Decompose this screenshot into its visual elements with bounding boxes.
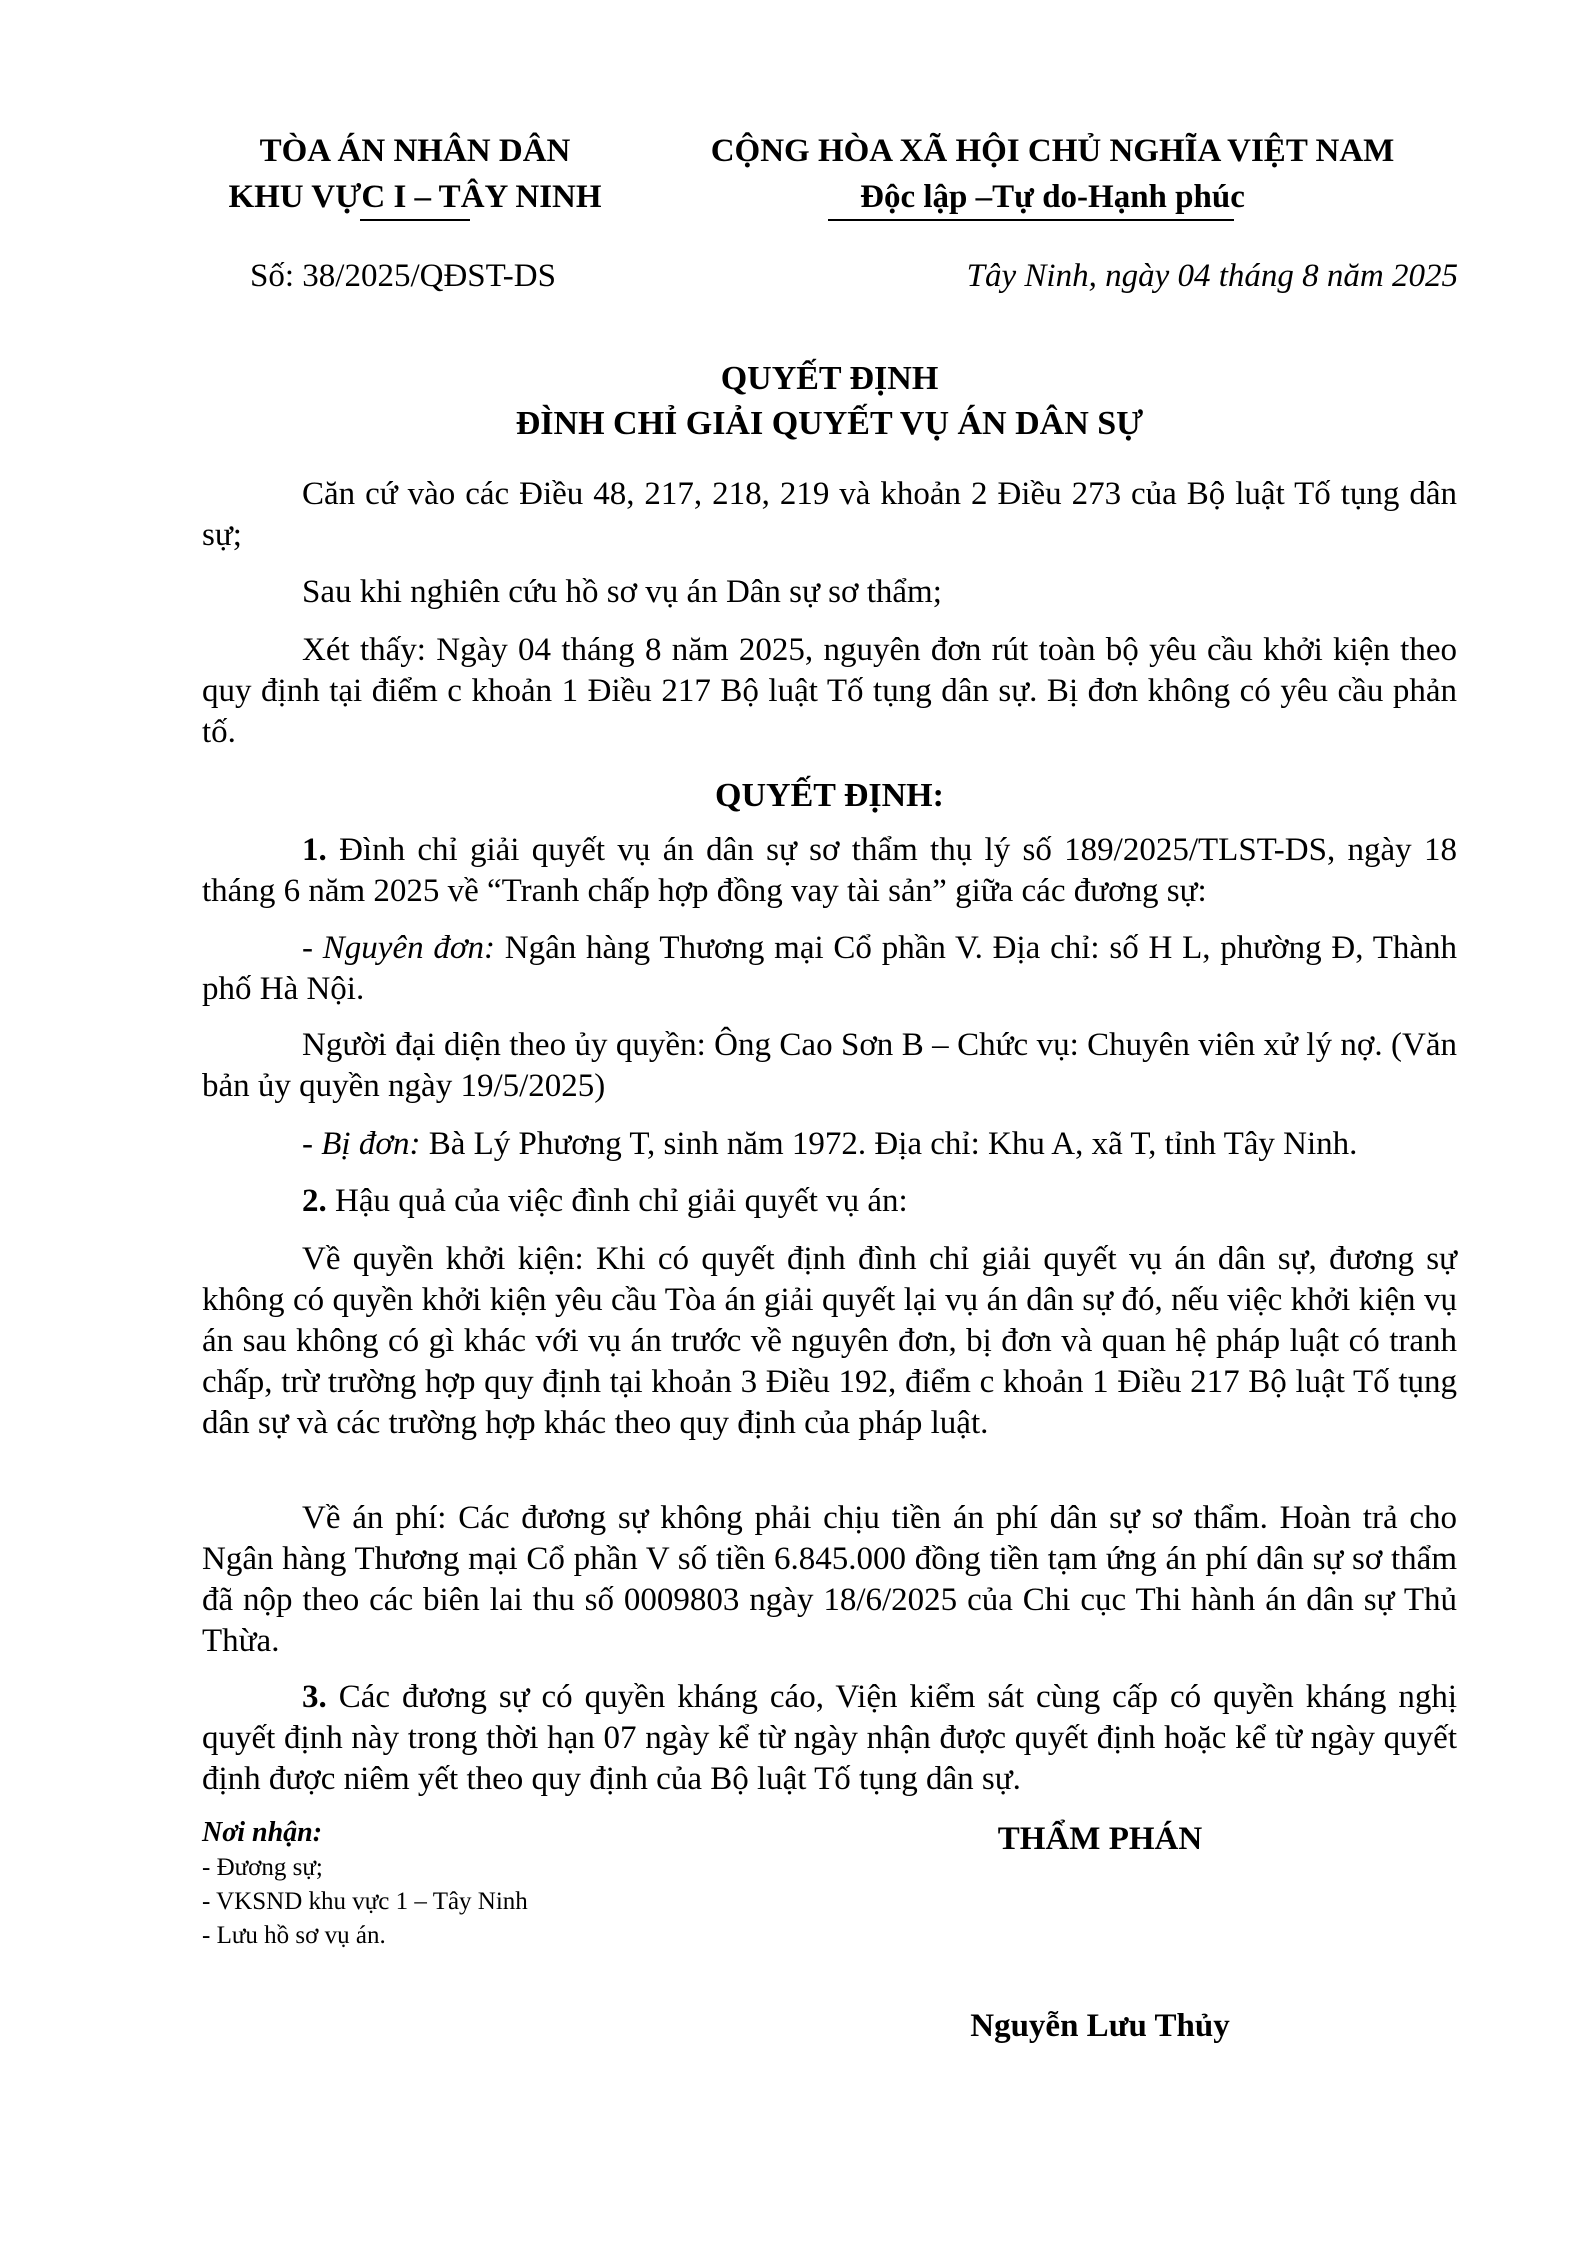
review-text: Sau khi nghiên cứu hồ sơ vụ án Dân sự sơ thẩm;: [302, 574, 942, 610]
recipient-item: - Đương sự;: [202, 1854, 323, 1881]
recipients-label: Nơi nhận:: [202, 1817, 323, 1848]
title-line-2: ĐÌNH CHỈ GIẢI QUYẾT VỤ ÁN DÂN SỰ: [515, 405, 1144, 442]
signer-title: THẨM PHÁN: [997, 1821, 1203, 1857]
court-area: KHU VỰC I – TÂY NINH: [228, 179, 602, 215]
recipient-item: - Lưu hồ sơ vụ án.: [202, 1922, 386, 1949]
legal-basis-text: Căn cứ vào các Điều 48, 217, 218, 219 và khoản 2 Điều 273 của Bộ luật Tố tụng dân sự;: [202, 476, 1457, 553]
legal-basis-paragraph: [202, 474, 1457, 556]
findings-paragraph: [202, 630, 1457, 753]
item-2-number: 2.: [302, 1183, 327, 1219]
review-paragraph: [202, 572, 1457, 613]
motto-underline: [828, 219, 1234, 221]
recipients-block: [202, 1815, 762, 1953]
right-to-sue-text: Về quyền khởi kiện: Khi có quyết định đình chỉ giải quyết vụ án dân sự, đương sự không có quyền khởi kiện yêu cầu Tòa án giải quyết lại vụ án dân sự đó, nếu việc khởi kiện vụ án sau không có gì khác với vụ án trước về nguyên đơn, bị đơn và quan hệ pháp luật có tranh chấp, trừ trường hợp quy định tại khoản 3 Điều 192, điểm c khoản 1 Điều 217 Bộ luật Tố tụng dân sự và các trường hợp khác theo quy định của pháp luật.: [202, 1241, 1457, 1441]
decision-heading: QUYẾT ĐỊNH:: [715, 777, 944, 814]
place-and-date: Tây Ninh, ngày 04 tháng 8 năm 2025: [966, 258, 1458, 294]
court-underline: [360, 219, 470, 221]
defendant-label: Bị đơn:: [321, 1126, 421, 1162]
defendant-text: Bà Lý Phương T, sinh năm 1972. Địa chỉ: Khu A, xã T, tỉnh Tây Ninh.: [420, 1126, 1358, 1162]
right-to-sue-paragraph: [202, 1239, 1457, 1444]
court-fee-paragraph: [202, 1498, 1457, 1662]
national-motto-block: [680, 128, 1425, 220]
item-1-number: 1.: [302, 832, 327, 868]
plaintiff-label: Nguyên đơn:: [322, 930, 495, 966]
item-2-text: Hậu quả của việc đình chỉ giải quyết vụ án:: [326, 1183, 908, 1219]
representative-paragraph: [202, 1025, 1457, 1107]
court-name: TÒA ÁN NHÂN DÂN: [259, 133, 571, 169]
item-2-paragraph: [202, 1181, 1457, 1222]
plaintiff-text: Ngân hàng Thương mại Cổ phần V. Địa chỉ: số H L, phường Đ, Thành phố Hà Nội.: [202, 930, 1457, 1007]
representative-text: Người đại diện theo ủy quyền: Ông Cao Sơn B – Chức vụ: Chuyên viên xử lý nợ. (Văn bản ủy quyền ngày 19/5/2025): [202, 1027, 1457, 1104]
defendant-paragraph: - Bị đơn: Bà Lý Phương T, sinh năm 1972. Địa chỉ: Khu A, xã T, tỉnh Tây Ninh.: [302, 1126, 1358, 1162]
item-3-text: Các đương sự có quyền kháng cáo, Viện kiểm sát cùng cấp có quyền kháng nghị quyết định này trong thời hạn 07 ngày kể từ ngày nhận được quyết định hoặc kể từ ngày quyết định được niêm yết theo quy định của Bộ luật Tố tụng dân sự.: [202, 1679, 1457, 1797]
title-line-1: QUYẾT ĐỊNH: [720, 360, 939, 397]
court-fee-text: Về án phí: Các đương sự không phải chịu tiền án phí dân sự sơ thẩm. Hoàn trả cho Ngân hàng Thương mại Cổ phần V số tiền 6.845.000 đồng tiền tạm ứng án phí dân sự sơ thẩm đã nộp theo các biên lai thu số 0009803 ngày 18/6/2025 của Chi cục Thi hành án dân sự Thủ Thừa.: [202, 1500, 1457, 1659]
item-1-text: Đình chỉ giải quyết vụ án dân sự sơ thẩm thụ lý số 189/2025/TLST-DS, ngày 18 tháng 6 năm 2025 về “Tranh chấp hợp đồng vay tài sản” giữa các đương sự:: [202, 832, 1457, 909]
document-title: [202, 356, 1457, 446]
recipient-item: - VKSND khu vực 1 – Tây Ninh: [202, 1888, 528, 1915]
nation-name: CỘNG HÒA XÃ HỘI CHỦ NGHĨA VIỆT NAM: [710, 133, 1395, 169]
item-3-paragraph: [202, 1677, 1457, 1800]
court-name-block: [205, 128, 625, 220]
item-1-paragraph: [202, 830, 1457, 912]
signer-name: Nguyễn Lưu Thủy: [970, 2008, 1230, 2044]
motto: Độc lập –Tự do-Hạnh phúc: [860, 179, 1245, 215]
findings-text: Xét thấy: Ngày 04 tháng 8 năm 2025, nguyên đơn rút toàn bộ yêu cầu khởi kiện theo quy định tại điểm c khoản 1 Điều 217 Bộ luật Tố tụng dân sự. Bị đơn không có yêu cầu phản tố.: [202, 632, 1457, 750]
item-3-number: 3.: [302, 1679, 327, 1715]
document-number: Số: 38/2025/QĐST-DS: [250, 258, 556, 294]
plaintiff-paragraph: - Nguyên đơn: Ngân hàng Thương mại Cổ phần V. Địa chỉ: số H L, phường Đ, Thành phố Hà Nội.: [202, 930, 1457, 1007]
